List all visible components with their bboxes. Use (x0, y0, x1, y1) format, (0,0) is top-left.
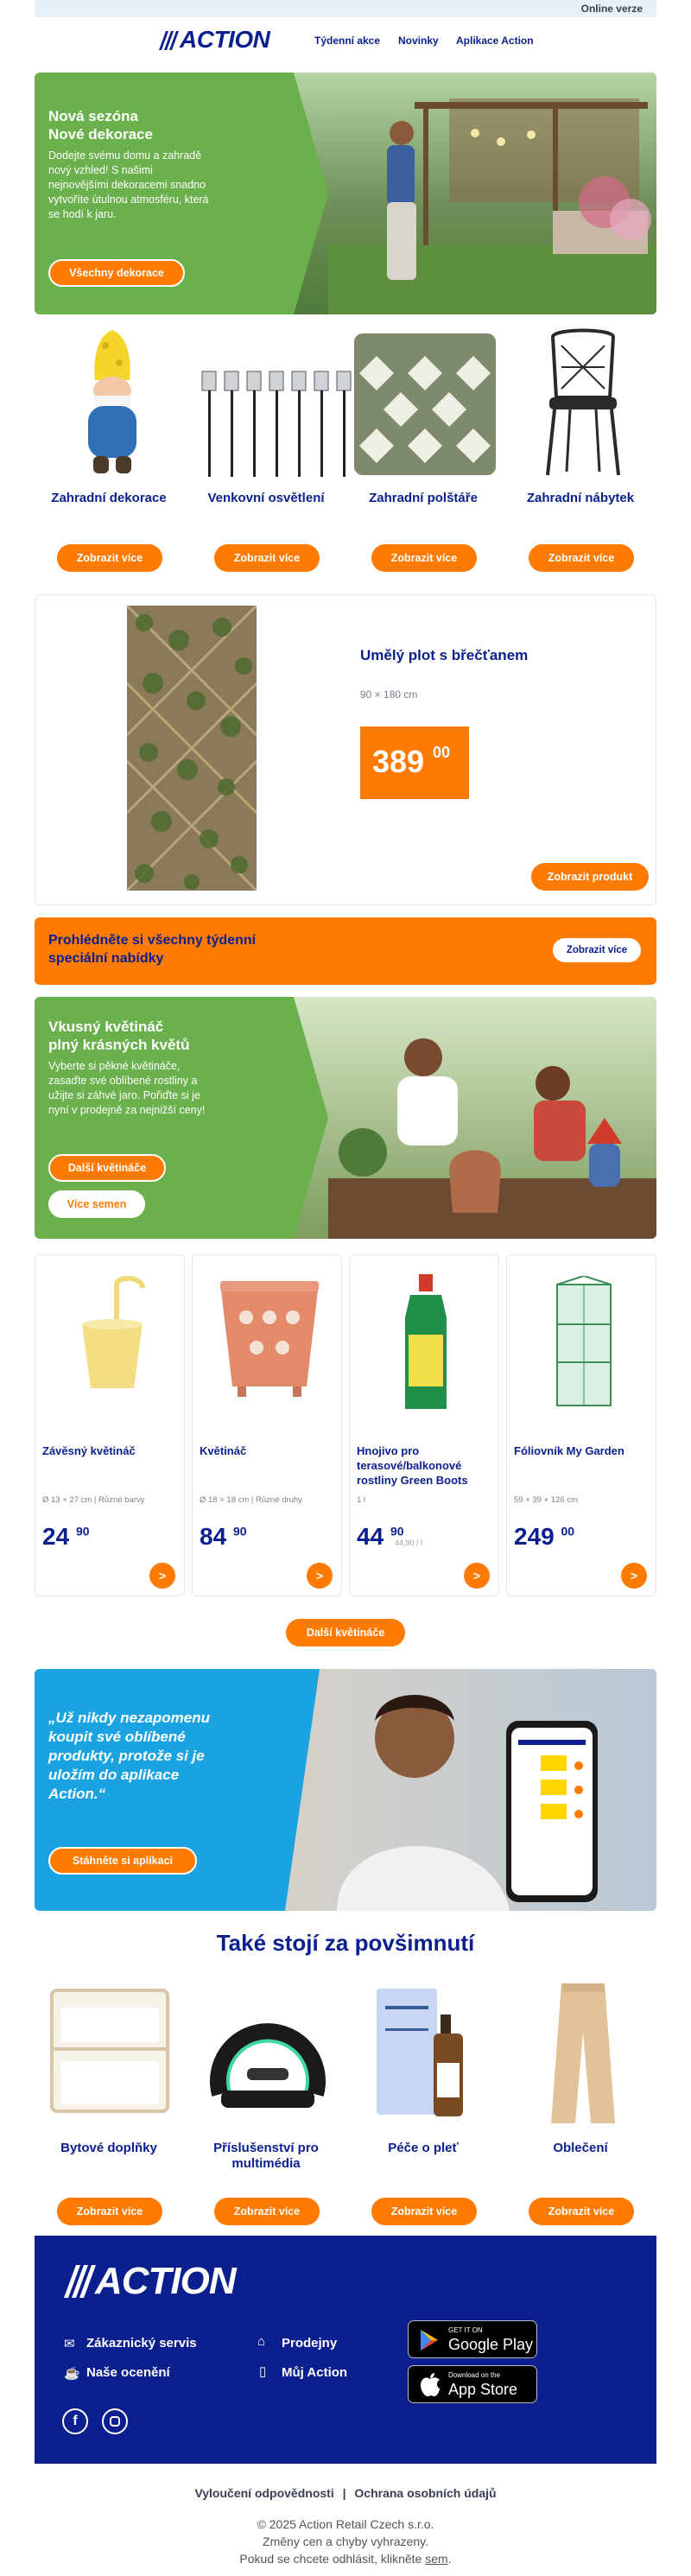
product-card-greenhouse[interactable] (506, 1254, 656, 1596)
also-button-clothing[interactable]: Zobrazit více (529, 2198, 634, 2225)
product-card-planter[interactable] (192, 1254, 342, 1596)
app-banner[interactable] (35, 1669, 656, 1911)
product-name[interactable]: Hnojivo pro terasové/balkonové rostliny Green Boots (357, 1444, 468, 1487)
category-label-garden-decor[interactable]: Zahradní dekorace (51, 491, 167, 505)
show-product-button[interactable]: Zobrazit produkt (531, 863, 649, 891)
hanging-planter-image (65, 1276, 160, 1397)
app-store-badge[interactable] (408, 2365, 537, 2403)
product-name[interactable]: Fóliovník My Garden (514, 1444, 624, 1457)
footer-logo-wordmark: ACTION (95, 2260, 236, 2302)
footer (35, 2236, 656, 2464)
footer-action-logo[interactable] (60, 2260, 250, 2303)
category-label-multimedia[interactable]: Příslušenství pro multimédia (213, 2141, 319, 2171)
garden-cushion-image (351, 330, 499, 479)
home-accessories-image (35, 1982, 185, 2127)
footer-link-stores[interactable]: Prodejny (282, 2336, 338, 2351)
legal-links (0, 2486, 691, 2500)
garden-gnome-image (69, 328, 155, 479)
product-price-main: 44 (357, 1523, 384, 1550)
hero-garden-photo (294, 73, 656, 314)
phone-icon: ▯ (259, 2364, 267, 2379)
unsubscribe-suffix: . (447, 2552, 452, 2566)
hero-title-line2: Nové dekorace (48, 126, 153, 143)
more-planters-button[interactable]: Další květináče (286, 1619, 405, 1646)
terracotta-planter-image (212, 1274, 327, 1404)
disclaimer-link[interactable]: Vyloučení odpovědnosti (194, 2486, 334, 2500)
planter-family-photo (294, 997, 656, 1239)
unsubscribe-link[interactable]: sem (425, 2552, 448, 2566)
award-icon: ☕ (64, 2366, 80, 2381)
planter-hero-title (48, 1018, 290, 1054)
more-seeds-button[interactable]: Více semen (48, 1190, 145, 1218)
product-price-main: 24 (42, 1523, 70, 1550)
ivy-fence-image (127, 606, 257, 891)
google-play-big-text: Google Play (448, 2336, 534, 2353)
product-card-hanging-planter[interactable] (35, 1254, 185, 1596)
category-label-home-accessories[interactable]: Bytové doplňky (60, 2141, 157, 2155)
featured-price-cents: 00 (433, 744, 451, 761)
privacy-link[interactable]: Ochrana osobních údajů (354, 2486, 497, 2500)
product-meta: 1 l (357, 1495, 366, 1505)
footer-link-awards[interactable]: Naše ocenění (86, 2365, 170, 2380)
instagram-glyph (110, 2416, 120, 2427)
product-price-cents: 90 (232, 1524, 247, 1539)
copyright-text: © 2025 Action Retail Czech s.r.o. (257, 2517, 434, 2531)
product-price-cents: 90 (390, 1524, 404, 1539)
app-banner-quote: „Už nikdy nezapomenu koupit své oblíbené produkty, protože si je uložím do aplikace Action.“ (48, 1710, 211, 1802)
footer-link-customer-service[interactable]: Zákaznický servis (86, 2336, 197, 2351)
online-version-link[interactable]: Online verze (580, 3, 643, 15)
hero-title (48, 107, 282, 143)
also-button-multimedia[interactable]: Zobrazit více (214, 2198, 320, 2225)
outdoor-solar-lights-image (199, 363, 363, 484)
featured-product-dims: 90 × 180 cm (360, 688, 418, 701)
product-price (42, 1523, 90, 1551)
legal-text (0, 2516, 691, 2567)
more-planters-hero-button[interactable]: Další květináče (48, 1154, 166, 1182)
product-price-cents: 00 (561, 1524, 575, 1539)
featured-product-card[interactable] (35, 594, 656, 905)
product-arrow-button[interactable]: > (149, 1563, 175, 1589)
fertilizer-bottle-image (402, 1274, 450, 1412)
hero-banner[interactable] (35, 73, 656, 314)
facebook-icon[interactable]: f (62, 2408, 88, 2434)
product-card-fertilizer[interactable] (349, 1254, 499, 1596)
footer-link-my-action[interactable]: Můj Action (282, 2365, 348, 2380)
category-button-outdoor-lighting[interactable]: Zobrazit více (214, 544, 320, 572)
product-name[interactable]: Závěsný květináč (42, 1444, 136, 1457)
nav-novelties[interactable]: Novinky (398, 35, 439, 47)
category-button-garden-furniture[interactable]: Zobrazit více (529, 544, 634, 572)
unsubscribe-prefix: Pokud se chcete odhlásit, klikněte (239, 2552, 422, 2566)
category-button-garden-decor[interactable]: Zobrazit více (57, 544, 162, 572)
product-arrow-button[interactable]: > (307, 1563, 333, 1589)
nav-action-app[interactable]: Aplikace Action (456, 35, 534, 47)
app-store-big-text: App Store (448, 2381, 518, 2398)
google-play-small-text: GET IT ON (448, 2326, 483, 2334)
planter-hero-text: Vyberte si pěkné květináče, zasaďte své oblíbené rostliny a užijte si záhvé jaro. Pořiďte si je nyní v prodejně za nejnižší ceny! (48, 1060, 206, 1116)
planter-hero-banner[interactable] (35, 997, 656, 1239)
featured-price-badge (360, 726, 469, 799)
instagram-icon[interactable] (102, 2408, 128, 2434)
nav-weekly-offers[interactable]: Týdenní akce (314, 35, 381, 47)
category-label-garden-cushions[interactable]: Zahradní polštáře (369, 491, 478, 505)
product-price (514, 1523, 574, 1551)
also-button-skin-care[interactable]: Zobrazit více (371, 2198, 477, 2225)
skin-care-image (351, 1980, 501, 2127)
featured-price-main: 389 (372, 744, 425, 779)
google-play-icon (419, 2328, 441, 2352)
product-arrow-button[interactable]: > (621, 1563, 647, 1589)
chat-icon: ✉ (64, 2337, 75, 2351)
category-label-garden-furniture[interactable]: Zahradní nábytek (526, 491, 635, 505)
category-button-garden-cushions[interactable]: Zobrazit více (371, 544, 477, 572)
action-logo[interactable] (154, 26, 270, 53)
product-name[interactable]: Květináč (200, 1444, 247, 1457)
legal-separator: | (342, 2486, 346, 2500)
section-title-also-worth: Také stojí za povšimnutí (216, 1930, 475, 1956)
home-icon: ⌂ (257, 2334, 266, 2349)
multimedia-accessories-image (195, 1982, 340, 2127)
weekly-offers-text: Prohlédněte si všechny týdenní speciální nabídky (48, 933, 257, 966)
hero-title-line1: Nová sezóna (48, 108, 138, 124)
product-meta: Ø 13 × 27 cm | Různé barvy (42, 1495, 145, 1505)
planter-hero-title-line2: plný krásných květů (48, 1037, 190, 1053)
product-price (200, 1523, 247, 1551)
planter-hero-title-line1: Vkusný květináč (48, 1018, 164, 1035)
google-play-badge[interactable] (408, 2320, 537, 2358)
garden-chair-image (536, 328, 631, 479)
also-button-home-accessories[interactable]: Zobrazit více (57, 2198, 162, 2225)
product-meta: Ø 18 × 18 cm | Různé druhy (200, 1495, 302, 1505)
featured-product-name[interactable]: Umělý plot s břečťanem (360, 647, 529, 663)
weekly-offers-button[interactable]: Zobrazit více (553, 938, 641, 962)
product-price-main: 84 (200, 1523, 227, 1550)
logo-wordmark: ACTION (180, 26, 270, 53)
top-bar (35, 0, 656, 17)
product-price-cents: 90 (75, 1524, 90, 1539)
product-arrow-button[interactable]: > (464, 1563, 490, 1589)
hero-text: Dodejte svému domu a zahradě nový vzhled! S našimi nejnovějšími dekoracemi snadno vytvoříte útulnou atmosféru, která se hodí k jaru. (48, 149, 209, 220)
unsubscribe-text (0, 2550, 691, 2567)
all-decorations-button[interactable]: Všechny dekorace (48, 259, 185, 287)
apple-icon (419, 2372, 441, 2398)
weekly-offers-banner[interactable] (35, 917, 656, 985)
category-label-clothing[interactable]: Oblečení (553, 2141, 608, 2155)
category-label-skin-care[interactable]: Péče o pleť (388, 2141, 459, 2155)
product-unit-price: 44,90 / l (395, 1539, 423, 1547)
mini-greenhouse-image (554, 1276, 614, 1411)
price-changes-text: Změny cen a chyby vyhrazeny. (263, 2535, 428, 2548)
app-store-small-text: Download on the (448, 2371, 501, 2379)
download-app-button[interactable]: Stáhněte si aplikaci (48, 1847, 197, 1875)
product-price-main: 249 (514, 1523, 555, 1550)
category-label-outdoor-lighting[interactable]: Venkovní osvětlení (207, 491, 325, 505)
product-meta: 59 × 39 × 126 cm (514, 1495, 578, 1505)
app-man-photo (285, 1669, 656, 1911)
clothing-image (536, 1980, 631, 2127)
